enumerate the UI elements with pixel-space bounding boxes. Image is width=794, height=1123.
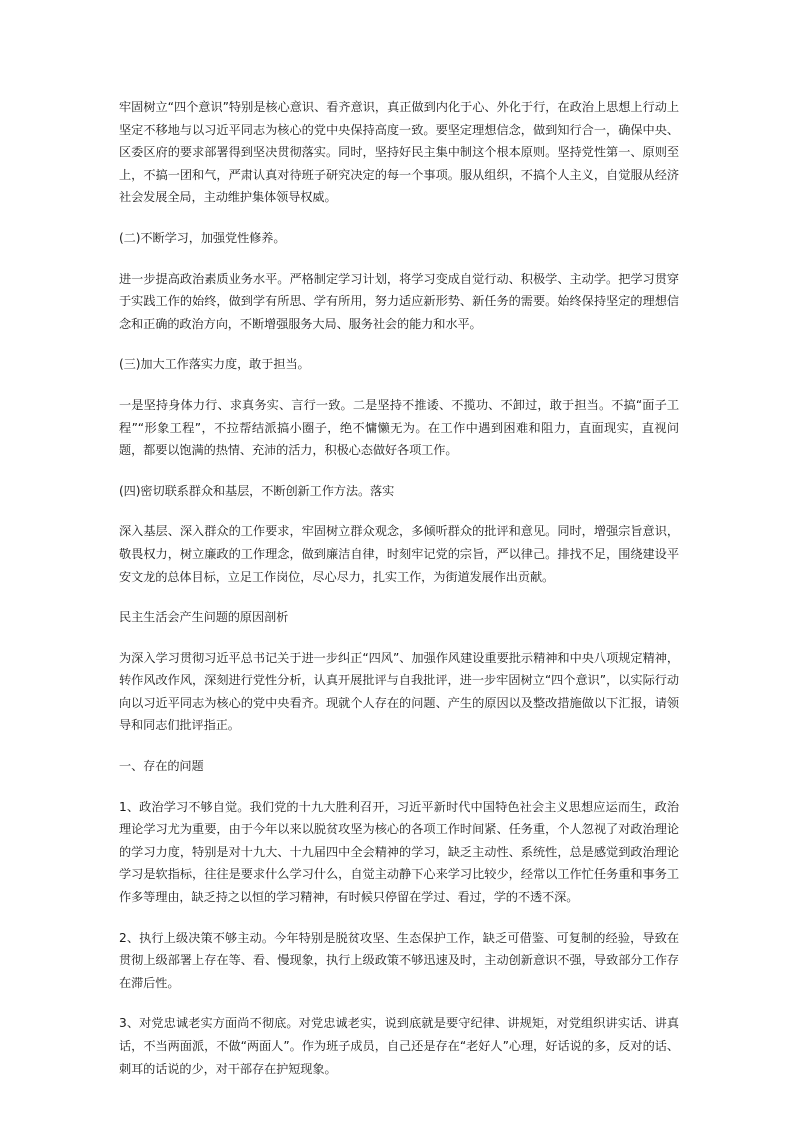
paragraph-gap [119, 588, 679, 606]
problem-item-1: 1、政治学习不够自觉。我们党的十九大胜利召开，习近平新时代中国特色社会主义思想应运而生，政治理论学习尤为重要，由于今年以来以脱贫攻坚为核心的各项工作时间紧、任务重，个人忽视了对政治理论的学习力度，特别是对十九大、十九届四中全会精神的学习，缺乏主动性、系统性，总是感觉到政治理论学习是软指标，往往是要求什么学习什么，自觉主动静下心来学习比较少，经常以工作忙任务重和事务工作多等理由，缺乏持之以恒的学习精神，有时候只停留在学过、看过，学的不透不深。 [119, 799, 679, 905]
paragraph-gap [119, 629, 679, 647]
paragraph-gap [119, 462, 679, 480]
paragraph-5: 一是坚持身体力行、求真务实、言行一致。二是坚持不推诿、不揽功、不卸过，敢于担当。不搞“面子工程”“形象工程”，不拉帮结派搞小圈子，绝不慵懒无为。在工作中遇到困难和阻力，直面现实，直视问题，都要以饱满的热情、充沛的活力，积极心态做好各项工作。 [119, 397, 679, 458]
paragraph-gap [119, 335, 679, 353]
paragraph-gap [119, 376, 679, 394]
paragraph-gap [119, 502, 679, 520]
paragraph-gap [119, 994, 679, 1012]
document-title: 民主生活会产生问题的原因剖析 [119, 610, 289, 625]
section-heading-3: (三)加大工作落实力度，敢于担当。 [119, 357, 310, 372]
problem-item-3: 3、对党忠诚老实方面尚不彻底。对党忠诚老实，说到底就是要守纪律、讲规矩，对党组织讲实话、讲真话，不当两面派，不做“两面人”。作为班子成员，自己还是存在“老好人”心理，好话说的多，反对的话、刺耳的话说的少，对干部存在护短现象。 [119, 1016, 679, 1076]
paragraph-gap [119, 909, 679, 927]
paragraph-gap [119, 209, 679, 227]
paragraph-gap [119, 778, 679, 796]
document-page [119, 96, 679, 1080]
paragraph-gap [119, 737, 679, 755]
section-heading-problems: 一、存在的问题 [119, 759, 204, 774]
paragraph-1: 牢固树立“四个意识”特别是核心意识、看齐意识，真正做到内化于心、外化于行，在政治上思想上行动上坚定不移地与以习近平同志为核心的党中央保持高度一致。要坚定理想信念，做到知行合一，确保中央、区委区府的要求部署得到坚决贯彻落实。同时，坚持好民主集中制这个根本原则。坚持党性第一、原则至上，不搞一团和气，严肃认真对待班子研究决定的每一个事项。服从组织，不搞个人主义，自觉服从经济社会发展全局，主动维护集体领导权威。 [119, 100, 679, 205]
paragraph-intro: 为深入学习贯彻习近平总书记关于进一步纠正“四风”、加强作风建设重要批示精神和中央八项规定精神，转作风改作风，深刻进行党性分析，认真开展批评与自我批评，进一步牢固树立“四个意识”，以实际行动向以习近平同志为核心的党中央看齐。现就个人存在的问题、产生的原因以及整改措施做以下汇报，请领导和同志们批评指正。 [119, 650, 679, 733]
paragraph-3: 进一步提高政治素质业务水平。严格制定学习计划，将学习变成自觉行动、积极学、主动学。把学习贯穿于实践工作的始终，做到学有所思、学有所用，努力适应新形势、新任务的需要。始终保持坚定的理想信念和正确的政治方向，不断增强服务大局、服务社会的能力和水平。 [119, 271, 679, 331]
paragraph-gap [119, 250, 679, 268]
problem-item-2: 2、执行上级决策不够主动。今年特别是脱贫攻坚、生态保护工作，缺乏可借鉴、可复制的经验，导致在贯彻上级部署上存在等、看、慢现象，执行上级政策不够迅速及时，主动创新意识不强，导致部分工作存在滞后性。 [119, 930, 679, 990]
section-heading-4: (四)密切联系群众和基层，不断创新工作方法。落实 [119, 483, 395, 498]
paragraph-7: 深入基层、深入群众的工作要求，牢固树立群众观念，多倾听群众的批评和意见。同时，增强宗旨意识，敬畏权力，树立廉政的工作理念，做到廉洁自律，时刻牢记党的宗旨，严以律己。排找不足，围绕建设平安文龙的总体目标，立足工作岗位，尽心尽力，扎实工作，为街道发展作出贡献。 [119, 524, 679, 584]
section-heading-2: (二)不断学习，加强党性修养。 [119, 230, 286, 245]
